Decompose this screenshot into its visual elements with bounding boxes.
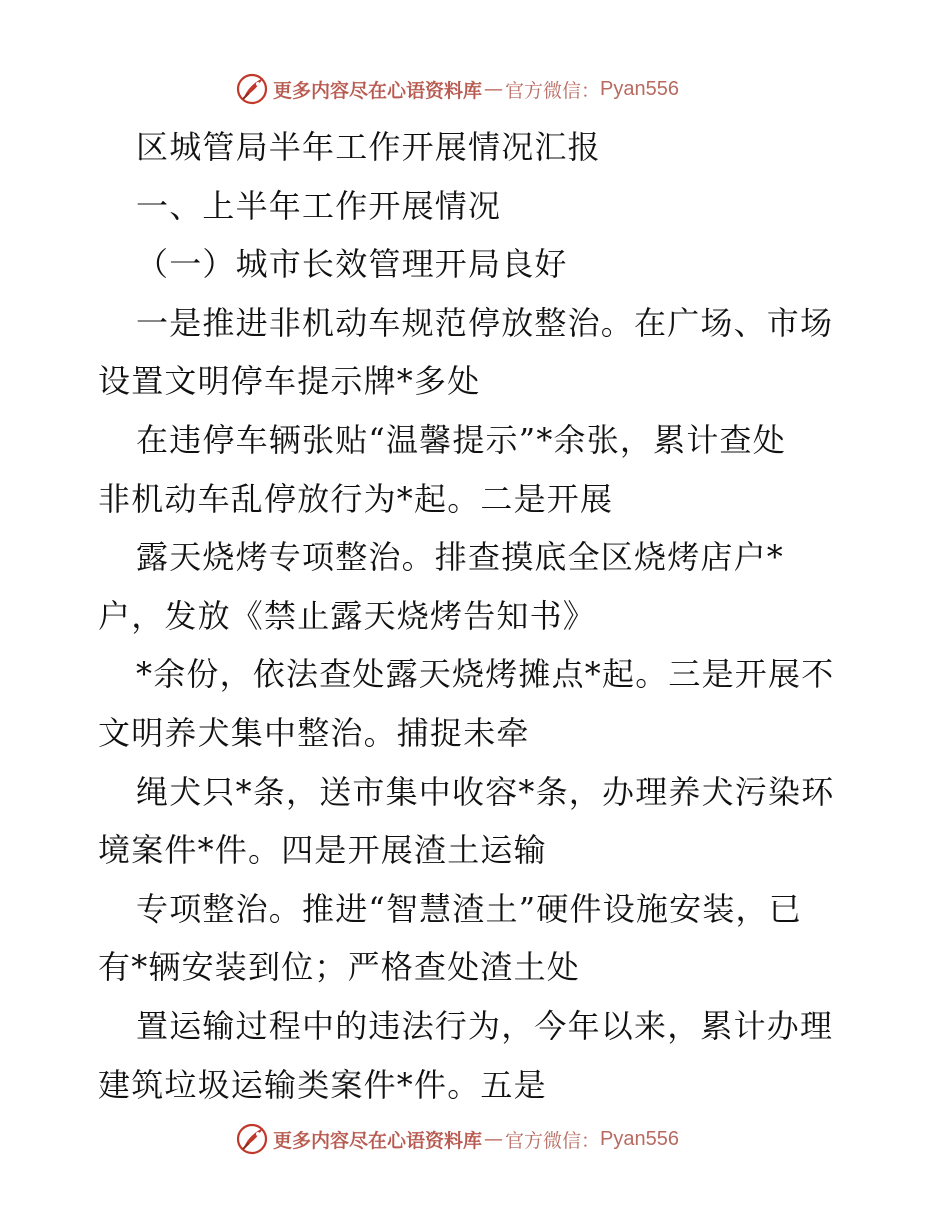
document-body <box>98 118 858 1114</box>
section-heading: 一、上半年工作开展情况 <box>136 186 502 225</box>
header-watermark <box>235 72 679 106</box>
watermark-text: 更多内容尽在心语资料库 <box>273 1129 483 1152</box>
watermark-dash: — <box>484 78 504 100</box>
paragraph-line: 建筑垃圾运输类案件*件。五是 <box>98 1065 547 1104</box>
paragraph-line: 文明养犬集中整治。捕捉未牵 <box>98 713 530 752</box>
paragraph-line: 在违停车辆张贴“温馨提示”*余张，累计查处 <box>136 420 786 459</box>
watermark-dash: — <box>484 1128 504 1150</box>
paragraph-line: 绳犬只*条，送市集中收容*条，办理养犬污染环 <box>136 772 835 811</box>
paragraph-line: 专项整治。推进“智慧渣土”硬件设施安装，已 <box>136 889 802 928</box>
paragraph-line: 非机动车乱停放行为*起。二是开展 <box>98 479 614 518</box>
footer-watermark <box>235 1122 679 1156</box>
feather-pen-logo-icon <box>235 72 269 106</box>
watermark-wechat-id: Pyan556 <box>600 77 679 100</box>
document-title: 区城管局半年工作开展情况汇报 <box>136 128 601 166</box>
subsection-heading: （一）城市长效管理开局良好 <box>136 245 568 284</box>
paragraph-line: 户，发放《禁止露天烧烤告知书》 <box>98 596 597 635</box>
watermark-official: 官方微信： <box>505 1129 601 1152</box>
watermark-wechat-id: Pyan556 <box>600 1127 679 1150</box>
paragraph-line: 露天烧烤专项整治。排查摸底全区烧烤店户* <box>136 538 785 577</box>
paragraph-line: 置运输过程中的违法行为，今年以来，累计办理 <box>136 1006 834 1045</box>
watermark-text: 更多内容尽在心语资料库 <box>273 79 483 102</box>
paragraph-line: 境案件*件。四是开展渣土运输 <box>98 831 547 870</box>
watermark-official: 官方微信： <box>505 79 601 102</box>
paragraph-line: 一是推进非机动车规范停放整治。在广场、市场 <box>136 303 834 342</box>
paragraph-line: 设置文明停车提示牌*多处 <box>98 362 481 401</box>
paragraph-line: 有*辆安装到位；严格查处渣土处 <box>98 948 581 987</box>
paragraph-line: *余份，依法查处露天烧烤摊点*起。三是开展不 <box>136 655 835 694</box>
feather-pen-logo-icon <box>235 1122 269 1156</box>
